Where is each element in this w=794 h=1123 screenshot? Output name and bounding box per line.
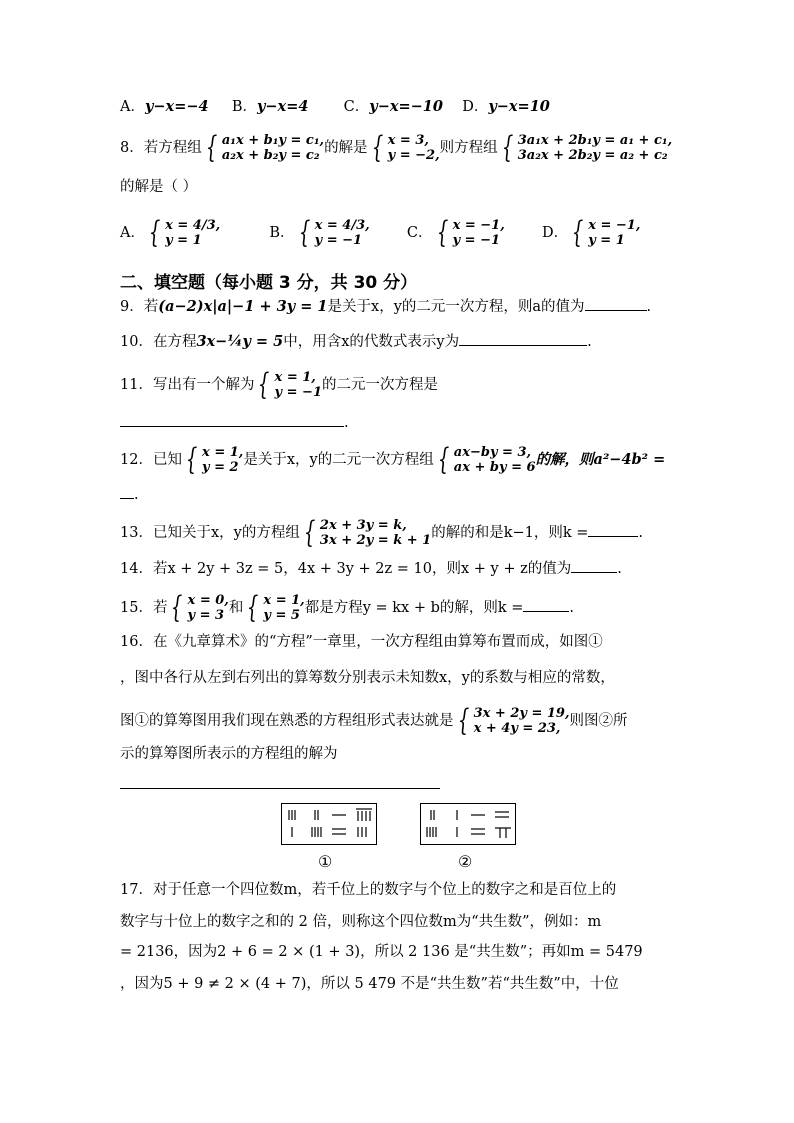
q12-mid: 是关于x，y的二元一次方程组 — [243, 452, 434, 468]
q11-tail: 的二元一次方程是 — [321, 377, 438, 393]
q12-number: 12． — [120, 452, 153, 468]
q9-expr: (a−2)x|a|−1 + 3y = 1 — [158, 298, 328, 315]
q15-row4: y = 5 — [263, 608, 300, 623]
q11-answer-line — [120, 412, 349, 433]
q17-line-4: ，因为5 + 9 ≠ 2 × (4 + 7)，所以 5 479 不是“共生数”若“共生数”中，十位 — [120, 976, 619, 992]
q11-pre: 写出有一个解为 — [152, 377, 255, 393]
q12-sys-row2: ax + by = 6 — [453, 460, 536, 475]
rod-diagram-1 — [282, 804, 376, 844]
q15-solution-2: { x = 1, y = 5 — [247, 590, 305, 625]
option-c-expr: y−x=−10 — [369, 98, 443, 115]
q8-option-b-label: B． — [269, 225, 295, 241]
q8-opt-c-row1: x = −1, — [452, 218, 505, 233]
q16-row1: 3x + 2y = 19, — [473, 706, 570, 721]
q8-sys1-row2: a₂x + b₂y = c₂ — [221, 148, 320, 163]
q13-row1: 2x + 3y = k, — [319, 518, 407, 533]
q14-number: 14． — [120, 561, 153, 577]
q13-end: . — [638, 525, 644, 541]
q9-answer-blank[interactable] — [585, 296, 647, 311]
q15-answer-blank[interactable] — [523, 597, 569, 612]
q13-tail: 的解的和是k−1，则k = — [431, 525, 589, 541]
q14-text: 若x + 2y + 3z = 5，4x + 3y + 2z = 10，则x + y + z的值为 — [152, 561, 572, 577]
q12-sys-row1: ax−by = 3, — [453, 445, 532, 460]
q16-answer-blank[interactable] — [120, 788, 440, 789]
q16-system: { 3x + 2y = 19, x + 4y = 23, — [457, 703, 570, 738]
q15-pre: 若 — [152, 600, 168, 616]
q11-number: 11． — [120, 377, 153, 393]
q15-number: 15． — [120, 600, 153, 616]
q10-expr: 3x−¼y = 5 — [196, 333, 284, 350]
q13-system: { 2x + 3y = k, 3x + 2y = k + 1 — [303, 515, 432, 550]
q8-sys1-row1: a₁x + b₁y = c₁, — [221, 133, 325, 148]
q10-pre: 在方程 — [152, 334, 197, 350]
q10-text: 中，用含x的代数式表示y为 — [283, 334, 460, 350]
q16-line-3 — [120, 703, 628, 738]
q12-end: . — [134, 487, 139, 503]
option-a-expr: y−x=−4 — [144, 98, 209, 115]
q12-system: { ax−by = 3, ax + by = 6 — [437, 442, 536, 477]
q8-opt-d-row2: y = 1 — [588, 233, 625, 248]
q8-sys2-row1: x = 3, — [387, 133, 429, 148]
q12-pre: 已知 — [152, 452, 182, 468]
option-a-label: A． — [120, 99, 145, 115]
q12-answer-line — [120, 484, 139, 505]
q8-option-d-label: D． — [541, 225, 569, 241]
q8-option-d-system: { x = −1, y = 1 — [571, 215, 641, 250]
q16-line-2: ，图中各行从左到右列出的算筹数分别表示未知数x，y的系数与相应的常数， — [120, 670, 615, 686]
q15-and: 和 — [228, 600, 244, 616]
option-c-label: C． — [343, 99, 370, 115]
question-11 — [120, 367, 438, 402]
q8-sys2-row2: y = −2, — [387, 148, 440, 163]
q11-row1: x = 1, — [274, 370, 316, 385]
q8-system-3: { 3a₁x + 2b₁y = a₁ + c₁, 3a₂x + 2b₂y = a₂ + c₂ — [501, 130, 673, 165]
q16-row2: x + 4y = 23, — [473, 721, 561, 736]
q13-answer-blank[interactable] — [588, 522, 638, 537]
q8-number: 8． — [120, 140, 144, 156]
question-9 — [120, 296, 651, 317]
q10-answer-blank[interactable] — [459, 331, 587, 346]
q11-answer-blank[interactable] — [120, 412, 344, 427]
q8-opt-b-row1: x = 4/3, — [314, 218, 370, 233]
option-b-label: B． — [231, 99, 257, 115]
question-12 — [120, 442, 666, 477]
question-15 — [120, 590, 575, 625]
q9-pre: 若 — [143, 299, 159, 315]
q16-line3-post: 则图②所 — [569, 713, 628, 729]
q8-opt-d-row1: x = −1, — [588, 218, 641, 233]
q8-system-2: { x = 3, y = −2, — [371, 130, 440, 165]
section-heading-fill-in: 二、填空题（每小题 3 分，共 30 分） — [120, 273, 418, 293]
q7-options-row — [120, 97, 550, 117]
q11-end: . — [344, 415, 349, 431]
q15-row3: x = 1, — [263, 593, 305, 608]
q15-row2: y = 3 — [187, 608, 225, 623]
q8-opt-b-row2: y = −1 — [314, 233, 363, 248]
q8-text-mid2: 则方程组 — [439, 140, 498, 156]
q8-options-row — [120, 215, 641, 250]
q8-option-a-system: { x = 4/3, y = 1 — [148, 215, 221, 250]
q15-solution-1: { x = 0, y = 3 — [171, 590, 229, 625]
counting-rod-figure-1 — [281, 803, 377, 845]
q11-row2: y = −1 — [274, 385, 322, 400]
q8-option-c-system: { x = −1, y = −1 — [436, 215, 505, 250]
q13-number: 13． — [120, 525, 153, 541]
q16-line-4: 示的算筹图所表示的方程组的解为 — [120, 746, 338, 762]
q15-row1: x = 0, — [187, 593, 229, 608]
q16-line3-pre: 图①的算筹图用我们现在熟悉的方程组形式表达就是 — [120, 713, 454, 729]
q16-line-1: 16．在《九章算术》的“方程”一章里，一次方程组由算筹布置而成，如图① — [120, 634, 603, 650]
q14-end: . — [617, 561, 622, 577]
q8-option-b-system: { x = 4/3, y = −1 — [298, 215, 370, 250]
q8-tail: 的解是（ ） — [120, 179, 198, 195]
q13-row2: 3x + 2y = k + 1 — [319, 533, 432, 548]
q9-text: 是关于x，y的二元一次方程，则a的值为 — [327, 299, 585, 315]
option-b-expr: y−x=4 — [256, 98, 309, 115]
q17-line-1: 17．对于任意一个四位数m，若千位上的数字与个位上的数字之和是百位上的 — [120, 882, 617, 898]
q9-number: 9． — [120, 299, 144, 315]
question-10 — [120, 331, 592, 352]
option-d-label: D． — [462, 99, 489, 115]
q12-solution: { x = 1, y = 2 — [185, 442, 244, 477]
q17-line-2: 数字与十位上的数字之和的 2 倍，则称这个四位数m为“共生数”，例如：m — [120, 914, 602, 930]
q12-row2: y = 2 — [202, 460, 239, 475]
counting-rod-figure-2 — [420, 803, 516, 845]
q8-opt-a-row1: x = 4/3, — [165, 218, 221, 233]
q8-option-c-label: C． — [406, 225, 433, 241]
q8-sys3-row1: 3a₁x + 2b₁y = a₁ + c₁, — [517, 133, 673, 148]
question-14 — [120, 558, 622, 579]
option-d-expr: y−x=10 — [488, 98, 550, 115]
figure-2-caption: ② — [458, 852, 473, 871]
q8-sys3-row2: 3a₂x + 2b₂y = a₂ + c₂ — [517, 148, 668, 163]
q12-tail: 的解，则a²−4b² = — [535, 451, 666, 468]
q8-system-1: { a₁x + b₁y = c₁, a₂x + b₂y = c₂ — [205, 130, 325, 165]
q15-end: . — [569, 600, 575, 616]
q8-opt-a-row2: y = 1 — [165, 233, 202, 248]
figure-1-caption: ① — [318, 852, 333, 871]
q14-answer-blank[interactable] — [571, 558, 617, 573]
q10-number: 10． — [120, 334, 153, 350]
q9-end: . — [646, 299, 652, 315]
q12-row1: x = 1, — [202, 445, 244, 460]
q8-text-mid1: 的解是 — [324, 140, 368, 156]
q11-system: { x = 1, y = −1 — [258, 367, 322, 402]
question-13 — [120, 515, 644, 550]
question-8 — [120, 130, 673, 165]
q15-tail: 都是方程y = kx + b的解，则k = — [304, 600, 524, 616]
q8-option-a-label: A． — [120, 225, 145, 241]
rod-diagram-2 — [421, 804, 515, 844]
q8-opt-c-row2: y = −1 — [452, 233, 501, 248]
q13-pre: 已知关于x，y的方程组 — [152, 525, 300, 541]
q10-end: . — [587, 334, 592, 350]
q17-line-3: = 2136，因为2 + 6 = 2 × (1 + 3)，所以 2 136 是“共生数”；再如m = 5479 — [120, 944, 643, 960]
q12-answer-blank[interactable] — [120, 484, 134, 499]
q8-text: 若方程组 — [143, 140, 202, 156]
